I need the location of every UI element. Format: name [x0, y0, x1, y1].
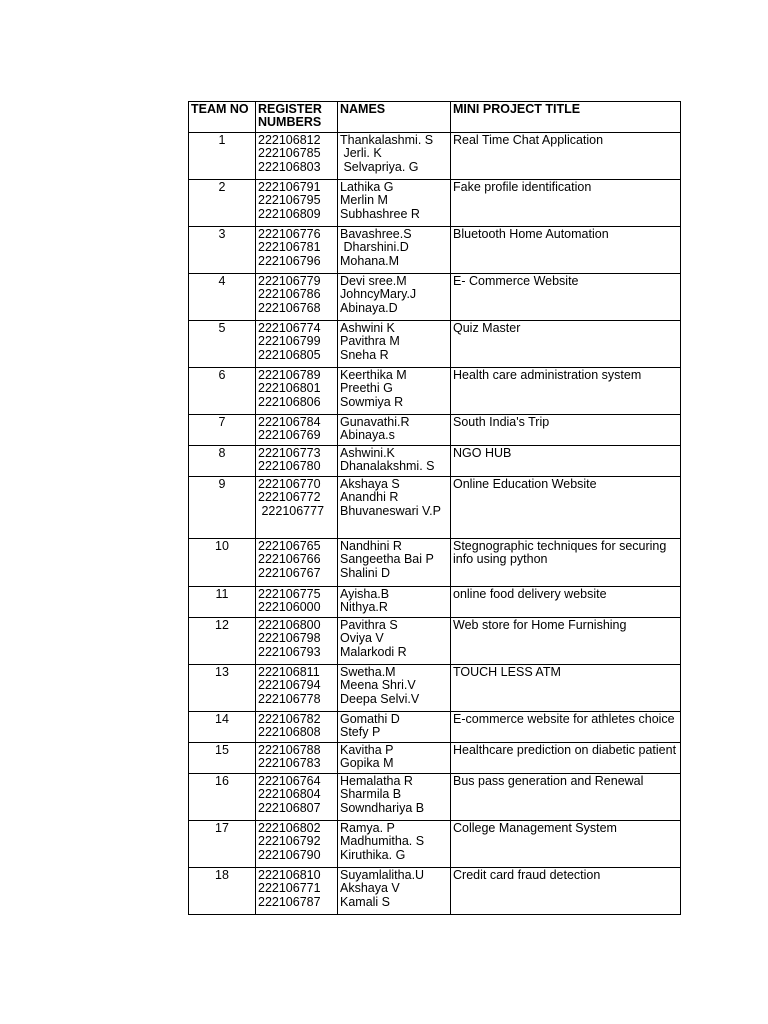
- student-name: Deepa Selvi.V: [340, 691, 420, 706]
- project-title-cell: [451, 227, 681, 274]
- project-title-cell: [451, 180, 681, 227]
- team-number-cell: 9: [189, 477, 256, 539]
- project-title: online food delivery website: [453, 587, 607, 601]
- project-title-cell: [451, 712, 681, 743]
- student-name: Oviya V: [340, 631, 384, 646]
- names-cell: [338, 477, 451, 539]
- student-name: Kiruthika. G: [340, 847, 406, 862]
- student-name: Madhumitha. S: [340, 834, 425, 849]
- names-cell: [338, 712, 451, 743]
- team-number-cell: 15: [189, 743, 256, 774]
- register-numbers-cell: [256, 587, 338, 618]
- student-name: Bhuvaneswari V.P: [340, 503, 441, 518]
- student-name: Stefy P: [340, 725, 381, 740]
- student-name: Akshaya S: [340, 477, 400, 491]
- team-number-cell: 8: [189, 446, 256, 477]
- student-name: Lathika G: [340, 180, 394, 194]
- team-number-cell: 11: [189, 587, 256, 618]
- register-number: 222106799: [258, 334, 321, 349]
- table-row: [189, 712, 681, 743]
- register-number: 222106787: [258, 894, 321, 909]
- register-number: 222106800: [258, 618, 321, 632]
- student-name: Ashwini K: [340, 321, 395, 335]
- student-name: Dhanalakshmi. S: [340, 459, 435, 474]
- names-cell: [338, 180, 451, 227]
- register-number: 222106782: [258, 712, 321, 726]
- register-number: 222106771: [258, 881, 321, 896]
- register-number: 222106778: [258, 691, 321, 706]
- student-name: Subhashree R: [340, 206, 420, 221]
- register-numbers-cell: [256, 446, 338, 477]
- student-name: Gunavathi.R: [340, 415, 410, 429]
- names-cell: [338, 539, 451, 587]
- project-title-cell: [451, 821, 681, 868]
- register-number: 222106809: [258, 206, 321, 221]
- register-number: 222106812: [258, 133, 321, 147]
- team-number-cell: 13: [189, 665, 256, 712]
- register-number: 222106786: [258, 287, 321, 302]
- student-name: Suyamlalitha.U: [340, 868, 425, 882]
- register-numbers-cell: [256, 539, 338, 587]
- table-header-row: [189, 102, 681, 133]
- table-row: [189, 774, 681, 821]
- names-cell: [338, 227, 451, 274]
- student-name: Preethi G: [340, 381, 393, 396]
- register-numbers-cell: [256, 712, 338, 743]
- register-numbers-cell: [256, 368, 338, 415]
- register-number: 222106792: [258, 834, 321, 849]
- register-numbers-cell: [256, 821, 338, 868]
- register-number: 222106783: [258, 756, 321, 771]
- register-number: 222106806: [258, 394, 321, 409]
- student-name: Shalini D: [340, 565, 391, 580]
- project-title: Fake profile identification: [453, 180, 592, 194]
- register-numbers-cell: [256, 665, 338, 712]
- table-body: [189, 133, 681, 915]
- project-title: Real Time Chat Application: [453, 133, 604, 147]
- student-name: Jerli. K: [340, 146, 382, 161]
- names-cell: [338, 321, 451, 368]
- student-name: Swetha.M: [340, 665, 396, 679]
- register-numbers-cell: [256, 618, 338, 665]
- project-title: Quiz Master: [453, 321, 521, 335]
- names-cell: [338, 743, 451, 774]
- project-title-cell: [451, 743, 681, 774]
- student-name: Ayisha.B: [340, 587, 390, 601]
- table-row: [189, 227, 681, 274]
- table-row: [189, 477, 681, 539]
- project-title: Web store for Home Furnishing: [453, 618, 627, 632]
- register-number: 222106794: [258, 678, 321, 693]
- register-number: 222106788: [258, 743, 321, 757]
- student-name: Malarkodi R: [340, 644, 407, 659]
- student-name: Keerthika M: [340, 368, 407, 382]
- names-cell: [338, 274, 451, 321]
- register-number: 222106802: [258, 821, 321, 835]
- student-name: Meena Shri.V: [340, 678, 416, 693]
- table-row: [189, 618, 681, 665]
- names-cell: [338, 446, 451, 477]
- header-names: NAMES: [338, 102, 451, 133]
- student-name: Thankalashmi. S: [340, 133, 434, 147]
- table-row: [189, 868, 681, 915]
- register-number: 222106779: [258, 274, 321, 288]
- project-title: South India's Trip: [453, 415, 550, 429]
- project-title: NGO HUB: [453, 446, 512, 460]
- table-row: [189, 743, 681, 774]
- register-numbers-cell: [256, 227, 338, 274]
- team-number-cell: 4: [189, 274, 256, 321]
- project-title-cell: [451, 415, 681, 446]
- register-number: 222106765: [258, 539, 321, 553]
- team-number-cell: 7: [189, 415, 256, 446]
- team-number-cell: 16: [189, 774, 256, 821]
- names-cell: [338, 368, 451, 415]
- table-row: [189, 274, 681, 321]
- project-title-cell: [451, 321, 681, 368]
- project-title-cell: [451, 133, 681, 180]
- register-number: 222106790: [258, 847, 321, 862]
- register-numbers-cell: [256, 774, 338, 821]
- register-number: 222106791: [258, 180, 321, 194]
- register-number: 222106769: [258, 428, 321, 443]
- team-number-cell: 1: [189, 133, 256, 180]
- student-name: Sneha R: [340, 347, 389, 362]
- student-name: Abinaya.D: [340, 300, 398, 315]
- project-title: Bus pass generation and Renewal: [453, 774, 644, 788]
- register-number: 222106796: [258, 253, 321, 268]
- table-row: [189, 665, 681, 712]
- student-name: Gopika M: [340, 756, 394, 771]
- student-name: Devi sree.M: [340, 274, 407, 288]
- register-numbers-cell: [256, 180, 338, 227]
- project-title: Stegnographic techniques for securing info using python: [453, 539, 667, 567]
- team-number-cell: 12: [189, 618, 256, 665]
- names-cell: [338, 665, 451, 712]
- student-name: Anandhi R: [340, 490, 399, 505]
- student-name: Dharshini.D: [340, 240, 409, 255]
- table-row: [189, 587, 681, 618]
- register-number: 222106804: [258, 787, 321, 802]
- student-name: Gomathi D: [340, 712, 400, 726]
- names-cell: [338, 774, 451, 821]
- register-numbers-cell: [256, 415, 338, 446]
- project-title: College Management System: [453, 821, 617, 835]
- student-name: Selvapriya. G: [340, 159, 419, 174]
- register-number: 222106801: [258, 381, 321, 396]
- register-number: 222106810: [258, 868, 321, 882]
- student-name: Pavithra M: [340, 334, 400, 349]
- student-name: Nandhini R: [340, 539, 402, 553]
- team-number-cell: 10: [189, 539, 256, 587]
- student-name: Sowndhariya B: [340, 800, 425, 815]
- project-title: Bluetooth Home Automation: [453, 227, 609, 241]
- project-title: Health care administration system: [453, 368, 642, 382]
- register-number: 222106803: [258, 159, 321, 174]
- team-number-cell: 18: [189, 868, 256, 915]
- project-title: Healthcare prediction on diabetic patient: [453, 743, 677, 757]
- student-name: Pavithra S: [340, 618, 398, 632]
- register-number: 222106793: [258, 644, 321, 659]
- team-number-cell: 17: [189, 821, 256, 868]
- project-title-cell: [451, 618, 681, 665]
- register-number: 222106808: [258, 725, 321, 740]
- project-title: E-commerce website for athletes choice: [453, 712, 675, 726]
- project-title-cell: [451, 587, 681, 618]
- project-title: Credit card fraud detection: [453, 868, 601, 882]
- register-numbers-cell: [256, 868, 338, 915]
- team-number-cell: 2: [189, 180, 256, 227]
- register-number: 222106798: [258, 631, 321, 646]
- register-numbers-cell: [256, 743, 338, 774]
- table-row: [189, 133, 681, 180]
- project-title: TOUCH LESS ATM: [453, 665, 561, 679]
- register-numbers-cell: [256, 477, 338, 539]
- student-name: Sangeetha Bai P: [340, 552, 434, 567]
- project-title-cell: [451, 539, 681, 587]
- student-name: Kamali S: [340, 894, 391, 909]
- table-row: [189, 821, 681, 868]
- student-name: Nithya.R: [340, 600, 388, 615]
- project-title-cell: [451, 368, 681, 415]
- register-number: 222106775: [258, 587, 321, 601]
- names-cell: [338, 618, 451, 665]
- register-number: 222106807: [258, 800, 321, 815]
- project-title-cell: [451, 774, 681, 821]
- names-cell: [338, 821, 451, 868]
- register-number: 222106764: [258, 774, 321, 788]
- table-row: [189, 321, 681, 368]
- student-name: Ramya. P: [340, 821, 395, 835]
- register-number: 222106777: [258, 503, 325, 518]
- project-title: E- Commerce Website: [453, 274, 579, 288]
- register-number: 222106766: [258, 552, 321, 567]
- register-number: 222106770: [258, 477, 321, 491]
- project-title: Online Education Website: [453, 477, 597, 491]
- project-title-cell: [451, 477, 681, 539]
- register-number: 222106789: [258, 368, 321, 382]
- student-name: Abinaya.s: [340, 428, 395, 443]
- register-number: 222106768: [258, 300, 321, 315]
- header-team-no: TEAM NO: [189, 102, 256, 133]
- table-row: [189, 446, 681, 477]
- project-title-cell: [451, 274, 681, 321]
- table-row: [189, 539, 681, 587]
- team-number-cell: 5: [189, 321, 256, 368]
- register-number: 222106785: [258, 146, 321, 161]
- student-name: Sowmiya R: [340, 394, 404, 409]
- register-number: 222106767: [258, 565, 321, 580]
- register-number: 222106773: [258, 446, 321, 460]
- register-number: 222106000: [258, 600, 321, 615]
- header-register-numbers: REGISTER NUMBERS: [256, 102, 338, 133]
- student-name: Sharmila B: [340, 787, 402, 802]
- register-numbers-cell: [256, 274, 338, 321]
- team-number-cell: 6: [189, 368, 256, 415]
- register-number: 222106772: [258, 490, 321, 505]
- team-number-cell: 3: [189, 227, 256, 274]
- names-cell: [338, 415, 451, 446]
- table-row: [189, 415, 681, 446]
- names-cell: [338, 133, 451, 180]
- student-name: Bavashree.S: [340, 227, 412, 241]
- table-row: [189, 368, 681, 415]
- student-name: Hemalatha R: [340, 774, 413, 788]
- student-name: Ashwini.K: [340, 446, 395, 460]
- register-number: 222106795: [258, 193, 321, 208]
- student-name: Kavitha P: [340, 743, 394, 757]
- header-project-title: MINI PROJECT TITLE: [451, 102, 681, 133]
- register-number: 222106811: [258, 665, 320, 679]
- project-title-cell: [451, 446, 681, 477]
- student-name: JohncyMary.J: [340, 287, 417, 302]
- table-row: [189, 180, 681, 227]
- student-name: Mohana.M: [340, 253, 400, 268]
- register-number: 222106805: [258, 347, 321, 362]
- names-cell: [338, 868, 451, 915]
- team-project-table: [188, 101, 681, 915]
- register-numbers-cell: [256, 321, 338, 368]
- names-cell: [338, 587, 451, 618]
- project-title-cell: [451, 665, 681, 712]
- register-numbers-cell: [256, 133, 338, 180]
- student-name: Akshaya V: [340, 881, 400, 896]
- project-title-cell: [451, 868, 681, 915]
- student-name: Merlin M: [340, 193, 388, 208]
- team-number-cell: 14: [189, 712, 256, 743]
- register-number: 222106781: [258, 240, 321, 255]
- register-number: 222106784: [258, 415, 321, 429]
- register-number: 222106776: [258, 227, 321, 241]
- register-number: 222106780: [258, 459, 321, 474]
- register-number: 222106774: [258, 321, 321, 335]
